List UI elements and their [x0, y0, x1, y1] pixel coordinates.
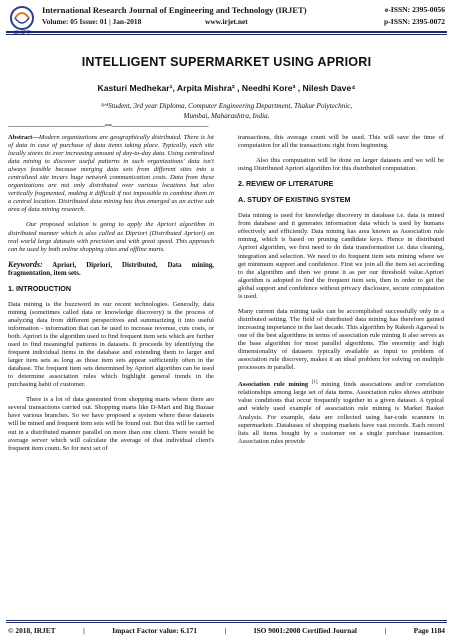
abstract-paragraph-2: Our proposed solution is going to apply the Apriori algorithm in distributed manner which is also called as Dipriori (Distributed Apriori) on real world large datasets with precision and with great speed. This approach can be used by both online shopping sites and offline marts.	[8, 221, 214, 253]
footer-text	[8, 626, 445, 635]
footer-impact-factor: Impact Factor value: 6.171	[112, 626, 198, 635]
review-paragraph-3	[238, 379, 444, 446]
journal-header	[0, 0, 453, 42]
intro-paragraph-2: There is a lot of data generated from shopping marts where there are several transactions carried out. Shopping marts like D-Mart and Big Bazaar have various branches. So we have proposed a system where these datasets will be mined and frequent item sets will be found out. But this will be carried out in a distributed manner parallel on more than one client. There would be average server which will calculate the average of that individual client's frequent item count. So for next set of	[8, 396, 214, 452]
abstract	[8, 134, 214, 214]
affiliation-line-1: ¹ʲʳ⁴Student, 3rd year Diploma, Computer Engineering Department, Thakur Polytechnic,	[100, 102, 353, 110]
journal-title: International Research Journal of Engineering and Technology (IRJET)	[42, 5, 307, 15]
citation-ref: [1]	[311, 380, 318, 386]
footer-rule-thin	[6, 622, 447, 623]
review-paragraph-3-text: mining finds associations and/or correlation relationships among large set of data items. Association rules shows attribute value conditions that occur frequently together in a given dataset. A typical and widely used example of association rule mining is Market Basket Analysis. For example, data are collected using bar-code scanners in supermarkets .Databases of shopping markets have vast records. Each record lists all items bought by a customer on a single purchase transaction. Association rules provide	[238, 381, 445, 445]
affiliation-line-2: Mumbai, Maharashtra, India.	[183, 112, 270, 120]
header-rule-thin	[6, 34, 447, 35]
pissn: p-ISSN: 2395-0072	[384, 17, 445, 26]
intro-paragraph-1: Data mining is the buzzword in our recent technologies. Generally, data mining (sometimes called data or knowledge discovery) is the process of analyzing data from different perspectives and summarizing it into useful information - information that can be used to increase revenue, cuts costs, or both. Apriori is the algorithm used to find frequent item sets which are further used to find meaningful patterns in datasets. It proceeds by identifying the frequent individual items in the database and extending them to larger and larger item sets as long as those item sets appear sufficiently often in the database. The frequent item sets determined by Apriori algorithm can be used to determine association rules which highlight general trends in the purchasing habit of customer.	[8, 300, 214, 389]
keywords	[8, 261, 214, 278]
paper-title: INTELLIGENT SUPERMARKET USING APRIORI	[81, 55, 372, 69]
intro-heading: 1. INTRODUCTION	[8, 283, 72, 293]
review-heading: 2. REVIEW OF LITERATURE	[238, 179, 334, 189]
abstract-label: Abstract—	[8, 134, 39, 141]
footer-separator: |	[83, 626, 85, 635]
keywords-text: Apriori, Dipriori, Distributed, Data mining, fragmentation, item sets.	[8, 261, 214, 277]
header-rule	[6, 31, 447, 33]
paper-authors: Kasturi Medhekar¹, Arpita Mishra² , Needhi Kore³ , Nilesh Dave⁴	[97, 83, 356, 93]
footer-separator: |	[224, 626, 227, 635]
existing-system-heading: A. STUDY OF EXISTING SYSTEM	[238, 195, 351, 205]
footer-separator: |	[384, 626, 387, 635]
review-paragraph-2: Many current data mining tasks can be accomplished successfully only in a distributed setting. The field of distributed data mining has therefore gained increasing importance in the last decade. This algorithm by Rakesh Agarwal is one of the best algorithms in terms of association rule mining It also serves as the base algorithm for most parallel algorithms. The enormity and high dimensionality of datasets typically available as input to problem of association rule discovery, makes it an ideal problem for solving on multiple processors in parallel.	[238, 307, 444, 372]
abstract-text: Modern organizations are geographically distributed. There is lot of data in case of purchase of data items taking place. Typically, each site locally stores its ever increasing amount of day-to-day data. Using centralized data mining to discover useful patterns in such organizations' data isn't always feasible because merging data sets from different sites into a centralized site incurs huge network communication costs. Data from these organizations are not only distributed over various locations but also vertically fragmented, making it difficult if not impossible to combine them in a central location. Distributed data mining has thus emerged as an active sub area of data mining research.	[8, 134, 214, 214]
continued-paragraph: transactions, this average count will be used. This will save the time of computation for all the transactions right from beginning.	[238, 134, 444, 150]
association-rule-term: Association rule mining	[238, 381, 309, 389]
footer-iso: ISO 9001:2008 Certified Journal	[253, 626, 357, 635]
page-footer	[0, 620, 453, 640]
journal-website[interactable]: www.irjet.net	[205, 17, 248, 26]
right-column	[238, 134, 444, 453]
review-paragraph-1: Data mining is used for knowledge discovery in database i.e. data is mined from database and it generates information data which is used by humans effectively and efficiently. Data mining has area known as Association rule mining, which is based on pruning candidate keys. Hence in distributed Apriori algorithm, we first need to do data transformation i.e. data cleaning, integration and selection. We need to do frequent item sets mining where we get minimum support and confidence. First we join all the item set according to the algorithm and then we prune it as per our threshold value.Apriori algorithm is adopted to find the frequent item sets, then in order to get the global support and confidence without privacy disclosure, secure computation is used.	[238, 212, 444, 300]
left-column	[8, 134, 214, 460]
eissn: e-ISSN: 2395-0056	[384, 5, 445, 14]
section-separator: ---------------------------------------------------------------------***---------------------------------------------------------------------	[8, 124, 209, 130]
footer-rule	[6, 620, 447, 621]
keywords-label: Keywords:	[8, 259, 43, 269]
footer-page-number: Page 1184	[413, 626, 445, 635]
volume-line: Volume: 05 Issue: 01 | Jan-2018	[42, 17, 142, 26]
footer-copyright: © 2018, IRJET	[8, 626, 56, 635]
continued-paragraph-2: Also this computation will be done on larger datasets and we will be using Distributed Apriori algorithm for this distributed computation.	[238, 157, 444, 173]
